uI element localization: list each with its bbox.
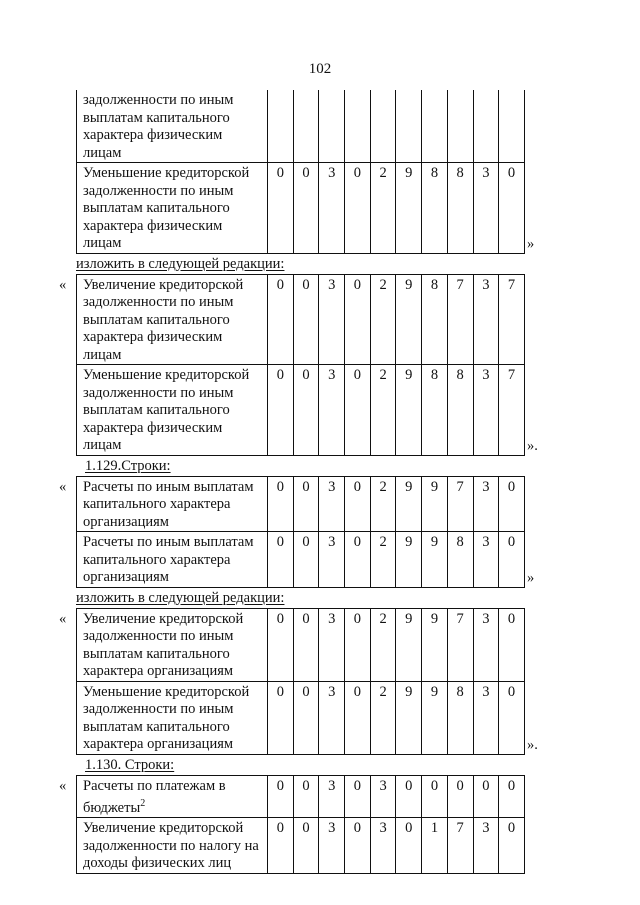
code-digit: 0: [422, 775, 448, 818]
table-block: [57, 775, 617, 874]
row-label-text: Увеличение кредиторской задолженности по иным выплатам капитального характера физическим лицам: [83, 276, 244, 363]
code-digit: 3: [473, 818, 499, 874]
code-digit: 9: [396, 681, 422, 754]
code-digit: 2: [370, 681, 396, 754]
code-digit: 0: [499, 163, 525, 254]
code-digit: [370, 90, 396, 163]
closing-quote: ».: [527, 737, 538, 753]
row-label-text: Уменьшение кредиторской задолженности по иным выплатам капитального характера организациям: [83, 683, 250, 752]
code-digit: 9: [422, 476, 448, 532]
code-digit: [422, 90, 448, 163]
closing-quote: »: [527, 236, 535, 252]
code-digit: 0: [499, 681, 525, 754]
code-digit: 2: [370, 608, 396, 681]
code-digit: [473, 90, 499, 163]
code-digit: 3: [370, 775, 396, 818]
table-row: [77, 90, 525, 163]
code-digit: 8: [447, 163, 473, 254]
code-table: [76, 90, 525, 254]
code-digit: 9: [396, 365, 422, 456]
code-digit: 9: [422, 532, 448, 588]
code-digit: [345, 90, 371, 163]
code-digit: 0: [396, 818, 422, 874]
code-digit: 2: [370, 476, 396, 532]
code-digit: [447, 90, 473, 163]
code-table: [76, 274, 525, 456]
code-digit: 3: [473, 476, 499, 532]
code-digit: 9: [422, 608, 448, 681]
instruction-text: изложить в следующей редакции:: [76, 589, 285, 606]
table-block: [57, 476, 617, 588]
code-digit: [319, 90, 345, 163]
code-digit: 0: [345, 476, 371, 532]
table-row: [77, 365, 525, 456]
code-digit: 9: [396, 532, 422, 588]
code-table: [76, 608, 525, 755]
code-digit: [499, 90, 525, 163]
code-digit: 3: [319, 775, 345, 818]
code-digit: 0: [345, 818, 371, 874]
code-digit: 2: [370, 365, 396, 456]
code-digit: 3: [319, 365, 345, 456]
code-digit: 8: [422, 163, 448, 254]
footnote-marker: 2: [140, 798, 146, 809]
code-digit: 8: [447, 532, 473, 588]
code-digit: 7: [447, 476, 473, 532]
row-label-text: Увеличение кредиторской задолженности по иным выплатам капитального характера организациям: [83, 610, 244, 679]
row-label: [77, 476, 268, 532]
code-digit: 9: [422, 681, 448, 754]
code-digit: 7: [447, 608, 473, 681]
code-digit: 0: [447, 775, 473, 818]
code-digit: 0: [293, 365, 319, 456]
code-digit: 3: [473, 608, 499, 681]
code-digit: 7: [447, 274, 473, 365]
code-digit: [293, 90, 319, 163]
opening-quote: «: [59, 276, 67, 293]
row-label-text: Уменьшение кредиторской задолженности по иным выплатам капитального характера физическим лицам: [83, 165, 250, 251]
code-digit: 8: [447, 681, 473, 754]
instruction-text: 1.129.Строки:: [85, 457, 171, 474]
code-digit: 0: [268, 163, 294, 254]
code-digit: 0: [268, 608, 294, 681]
code-digit: [396, 90, 422, 163]
document-body: [57, 90, 617, 874]
code-digit: 0: [268, 476, 294, 532]
code-digit: 0: [345, 532, 371, 588]
code-digit: 0: [268, 818, 294, 874]
code-digit: 7: [499, 365, 525, 456]
closing-quote: ».: [527, 438, 538, 454]
table-row: [77, 818, 525, 874]
code-digit: 3: [473, 532, 499, 588]
code-digit: 0: [293, 476, 319, 532]
row-label-text: Расчеты по платежам в бюджеты: [83, 777, 226, 816]
row-label-text: Расчеты по иным выплатам капитального характера организациям: [83, 478, 254, 530]
code-digit: 0: [293, 163, 319, 254]
closing-quote: »: [527, 570, 535, 586]
code-digit: 3: [319, 818, 345, 874]
code-digit: 3: [473, 274, 499, 365]
code-digit: 9: [396, 274, 422, 365]
code-digit: 7: [447, 818, 473, 874]
code-digit: 0: [499, 476, 525, 532]
code-digit: 3: [319, 163, 345, 254]
code-digit: 0: [345, 775, 371, 818]
code-digit: 0: [345, 365, 371, 456]
code-digit: 0: [268, 274, 294, 365]
table-row: [77, 163, 525, 254]
row-label: [77, 681, 268, 754]
row-label: [77, 274, 268, 365]
code-digit: 0: [499, 818, 525, 874]
code-digit: 3: [473, 365, 499, 456]
code-digit: 3: [319, 274, 345, 365]
code-digit: 9: [396, 163, 422, 254]
code-digit: 0: [293, 532, 319, 588]
code-digit: 0: [268, 365, 294, 456]
code-digit: [268, 90, 294, 163]
code-digit: 3: [319, 681, 345, 754]
row-label: [77, 365, 268, 456]
code-digit: 0: [499, 775, 525, 818]
instruction-text: изложить в следующей редакции:: [76, 255, 285, 272]
code-digit: 0: [499, 532, 525, 588]
row-label: [77, 608, 268, 681]
code-digit: 0: [293, 818, 319, 874]
code-digit: 0: [396, 775, 422, 818]
code-digit: 8: [447, 365, 473, 456]
code-digit: 8: [422, 365, 448, 456]
row-label: [77, 818, 268, 874]
code-digit: 0: [345, 681, 371, 754]
code-table: [76, 476, 525, 588]
code-digit: 3: [370, 818, 396, 874]
row-label-text: Увеличение кредиторской задолженности по налогу на доходы физических лиц: [83, 820, 259, 872]
code-digit: 3: [319, 476, 345, 532]
table-row: [77, 681, 525, 754]
code-digit: 3: [473, 163, 499, 254]
code-digit: 0: [293, 608, 319, 681]
opening-quote: «: [59, 777, 67, 794]
table-row: [77, 476, 525, 532]
code-digit: 0: [293, 775, 319, 818]
code-digit: 0: [268, 532, 294, 588]
table-row: [77, 608, 525, 681]
opening-quote: «: [59, 610, 67, 627]
code-digit: 0: [473, 775, 499, 818]
row-label: [77, 90, 268, 163]
table-row: [77, 274, 525, 365]
code-digit: 0: [499, 608, 525, 681]
code-digit: 3: [473, 681, 499, 754]
code-digit: 0: [293, 681, 319, 754]
code-digit: 2: [370, 274, 396, 365]
code-digit: 3: [319, 608, 345, 681]
code-digit: 1: [422, 818, 448, 874]
row-label: [77, 532, 268, 588]
code-digit: 0: [268, 775, 294, 818]
code-digit: 3: [319, 532, 345, 588]
row-label: [77, 163, 268, 254]
code-digit: 7: [499, 274, 525, 365]
code-digit: 0: [345, 608, 371, 681]
code-digit: 9: [396, 608, 422, 681]
code-digit: 0: [268, 681, 294, 754]
table-row: [77, 532, 525, 588]
row-label-text: задолженности по иным выплатам капитального характера физическим лицам: [83, 92, 234, 161]
table-row: [77, 775, 525, 818]
code-digit: 0: [293, 274, 319, 365]
code-digit: 9: [396, 476, 422, 532]
table-block: [57, 90, 617, 254]
table-block: [57, 608, 617, 755]
row-label: [77, 775, 268, 818]
code-digit: 2: [370, 163, 396, 254]
opening-quote: «: [59, 478, 67, 495]
code-digit: 0: [345, 163, 371, 254]
page-number: 102: [308, 61, 332, 77]
code-digit: 8: [422, 274, 448, 365]
instruction-text: 1.130. Строки:: [85, 756, 175, 773]
row-label-text: Уменьшение кредиторской задолженности по иным выплатам капитального характера физическим лицам: [83, 367, 250, 453]
code-digit: 0: [345, 274, 371, 365]
code-table: [76, 775, 525, 874]
code-digit: 2: [370, 532, 396, 588]
row-label-text: Расчеты по иным выплатам капитального характера организациям: [83, 534, 254, 585]
table-block: [57, 274, 617, 456]
